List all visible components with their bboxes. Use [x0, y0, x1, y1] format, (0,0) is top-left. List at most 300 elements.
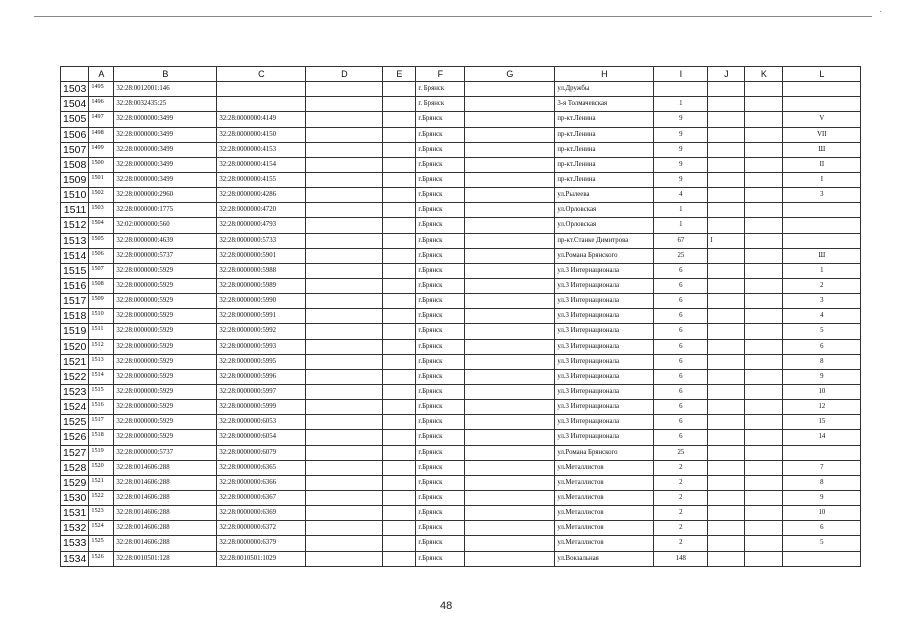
cell-e[interactable]	[383, 369, 416, 384]
cell-h[interactable]: ул.3 Интернационала	[555, 354, 654, 369]
cell-h[interactable]: ул.3 Интернационала	[555, 263, 654, 278]
row-number[interactable]: 1506	[61, 127, 89, 142]
cell-k[interactable]	[745, 460, 783, 475]
cell-a[interactable]: 1514	[89, 369, 114, 384]
row-number[interactable]: 1524	[61, 400, 89, 415]
cell-d[interactable]	[306, 127, 383, 142]
cell-a[interactable]: 1513	[89, 354, 114, 369]
cell-e[interactable]	[383, 294, 416, 309]
cell-j[interactable]	[708, 309, 745, 324]
cell-b[interactable]: 32:28:0014606:288	[114, 460, 217, 475]
cell-h[interactable]: ул.3 Интернационала	[555, 339, 654, 354]
cell-i[interactable]: 9	[654, 127, 708, 142]
cell-a[interactable]: 1522	[89, 490, 114, 505]
cell-a[interactable]: 1503	[89, 203, 114, 218]
cell-k[interactable]	[745, 339, 783, 354]
cell-i[interactable]: 148	[654, 551, 708, 566]
cell-g[interactable]	[465, 445, 555, 460]
cell-e[interactable]	[383, 339, 416, 354]
cell-l[interactable]: 15	[783, 415, 861, 430]
cell-f[interactable]: г.Брянск	[416, 551, 465, 566]
cell-b[interactable]: 32:28:0000000:5929	[114, 309, 217, 324]
cell-e[interactable]	[383, 490, 416, 505]
cell-l[interactable]: 5	[783, 536, 861, 551]
cell-i[interactable]: 6	[654, 309, 708, 324]
cell-a[interactable]: 1499	[89, 142, 114, 157]
cell-g[interactable]	[465, 309, 555, 324]
cell-f[interactable]: г.Брянск	[416, 506, 465, 521]
cell-b[interactable]: 32:28:0000000:5929	[114, 369, 217, 384]
cell-k[interactable]	[745, 188, 783, 203]
cell-b[interactable]: 32:28:0000000:5737	[114, 248, 217, 263]
cell-c[interactable]: 32:28:0000000:6367	[217, 490, 306, 505]
cell-i[interactable]: 6	[654, 415, 708, 430]
cell-f[interactable]: г.Брянск	[416, 324, 465, 339]
cell-j[interactable]	[708, 263, 745, 278]
cell-k[interactable]	[745, 127, 783, 142]
cell-c[interactable]: 32:28:0000000:6372	[217, 521, 306, 536]
row-number[interactable]: 1504	[61, 97, 89, 112]
cell-g[interactable]	[465, 400, 555, 415]
cell-h[interactable]: ул.Рылеева	[555, 188, 654, 203]
cell-b[interactable]: 32:28:0000000:5929	[114, 415, 217, 430]
cell-e[interactable]	[383, 521, 416, 536]
cell-c[interactable]: 32:28:0000000:5990	[217, 294, 306, 309]
column-header-c[interactable]: C	[217, 67, 306, 82]
row-number[interactable]: 1507	[61, 142, 89, 157]
cell-l[interactable]: 10	[783, 384, 861, 399]
cell-g[interactable]	[465, 248, 555, 263]
cell-f[interactable]: г. Брянск	[416, 97, 465, 112]
cell-i[interactable]: 1	[654, 218, 708, 233]
cell-d[interactable]	[306, 309, 383, 324]
cell-i[interactable]: 67	[654, 233, 708, 248]
cell-j[interactable]	[708, 445, 745, 460]
cell-h[interactable]: пр-кт.Ленина	[555, 127, 654, 142]
cell-b[interactable]: 32:28:0000000:5929	[114, 354, 217, 369]
cell-l[interactable]	[783, 82, 861, 97]
row-number[interactable]: 1527	[61, 445, 89, 460]
cell-g[interactable]	[465, 506, 555, 521]
cell-i[interactable]: 4	[654, 188, 708, 203]
cell-b[interactable]: 32:28:0012001:146	[114, 82, 217, 97]
cell-d[interactable]	[306, 82, 383, 97]
cell-h[interactable]: ул.3 Интернационала	[555, 324, 654, 339]
row-number[interactable]: 1509	[61, 172, 89, 187]
cell-g[interactable]	[465, 112, 555, 127]
cell-j[interactable]	[708, 460, 745, 475]
row-number[interactable]: 1532	[61, 521, 89, 536]
row-number[interactable]: 1526	[61, 430, 89, 445]
cell-e[interactable]	[383, 188, 416, 203]
cell-a[interactable]: 1520	[89, 460, 114, 475]
cell-c[interactable]	[217, 97, 306, 112]
row-number[interactable]: 1508	[61, 157, 89, 172]
cell-i[interactable]: 6	[654, 324, 708, 339]
cell-c[interactable]: 32:28:0000000:5988	[217, 263, 306, 278]
row-number[interactable]: 1523	[61, 384, 89, 399]
cell-l[interactable]	[783, 233, 861, 248]
cell-c[interactable]: 32:28:0000000:4793	[217, 218, 306, 233]
cell-e[interactable]	[383, 415, 416, 430]
cell-h[interactable]: ул.3 Интернационала	[555, 415, 654, 430]
cell-a[interactable]: 1511	[89, 324, 114, 339]
cell-c[interactable]: 32:28:0000000:5997	[217, 384, 306, 399]
cell-e[interactable]	[383, 97, 416, 112]
cell-a[interactable]: 1507	[89, 263, 114, 278]
cell-i[interactable]: 6	[654, 384, 708, 399]
cell-g[interactable]	[465, 354, 555, 369]
cell-e[interactable]	[383, 430, 416, 445]
column-header-e[interactable]: E	[383, 67, 416, 82]
cell-k[interactable]	[745, 278, 783, 293]
cell-e[interactable]	[383, 536, 416, 551]
row-number[interactable]: 1518	[61, 309, 89, 324]
cell-i[interactable]: 6	[654, 430, 708, 445]
cell-j[interactable]	[708, 384, 745, 399]
cell-e[interactable]	[383, 309, 416, 324]
cell-d[interactable]	[306, 551, 383, 566]
cell-j[interactable]	[708, 112, 745, 127]
cell-c[interactable]: 32:28:0010501:1029	[217, 551, 306, 566]
cell-j[interactable]: I	[708, 233, 745, 248]
column-header-h[interactable]: H	[555, 67, 654, 82]
cell-d[interactable]	[306, 263, 383, 278]
cell-l[interactable]: 6	[783, 339, 861, 354]
cell-l[interactable]	[783, 203, 861, 218]
cell-c[interactable]: 32:28:0000000:5989	[217, 278, 306, 293]
cell-l[interactable]: 2	[783, 278, 861, 293]
row-number[interactable]: 1530	[61, 490, 89, 505]
cell-i[interactable]: 2	[654, 521, 708, 536]
cell-d[interactable]	[306, 369, 383, 384]
cell-d[interactable]	[306, 278, 383, 293]
cell-g[interactable]	[465, 324, 555, 339]
cell-f[interactable]: г.Брянск	[416, 400, 465, 415]
cell-j[interactable]	[708, 354, 745, 369]
column-header-b[interactable]: B	[114, 67, 217, 82]
cell-d[interactable]	[306, 415, 383, 430]
cell-k[interactable]	[745, 309, 783, 324]
row-number[interactable]: 1529	[61, 475, 89, 490]
row-number[interactable]: 1519	[61, 324, 89, 339]
cell-i[interactable]: 6	[654, 294, 708, 309]
cell-c[interactable]: 32:28:0000000:4150	[217, 127, 306, 142]
row-number[interactable]: 1515	[61, 263, 89, 278]
cell-j[interactable]	[708, 521, 745, 536]
cell-e[interactable]	[383, 263, 416, 278]
cell-a[interactable]: 1518	[89, 430, 114, 445]
cell-l[interactable]: Ш	[783, 142, 861, 157]
column-header-l[interactable]: L	[783, 67, 861, 82]
cell-a[interactable]: 1501	[89, 172, 114, 187]
row-number[interactable]: 1511	[61, 203, 89, 218]
cell-g[interactable]	[465, 369, 555, 384]
cell-f[interactable]: г.Брянск	[416, 415, 465, 430]
row-number[interactable]: 1522	[61, 369, 89, 384]
row-number[interactable]: 1505	[61, 112, 89, 127]
cell-b[interactable]: 32:28:0000000:5929	[114, 324, 217, 339]
cell-a[interactable]: 1525	[89, 536, 114, 551]
cell-i[interactable]: 6	[654, 339, 708, 354]
cell-j[interactable]	[708, 248, 745, 263]
cell-c[interactable]: 32:28:0000000:6079	[217, 445, 306, 460]
cell-b[interactable]: 32:28:0000000:3499	[114, 157, 217, 172]
cell-h[interactable]: пр-кт.Станке Димитрова	[555, 233, 654, 248]
cell-l[interactable]: 9	[783, 490, 861, 505]
cell-h[interactable]: ул.Орловская	[555, 203, 654, 218]
cell-h[interactable]: пр-кт.Ленина	[555, 142, 654, 157]
cell-i[interactable]: 6	[654, 354, 708, 369]
cell-j[interactable]	[708, 506, 745, 521]
cell-l[interactable]: V	[783, 112, 861, 127]
cell-l[interactable]: 7	[783, 460, 861, 475]
cell-e[interactable]	[383, 384, 416, 399]
cell-d[interactable]	[306, 400, 383, 415]
cell-j[interactable]	[708, 203, 745, 218]
cell-h[interactable]: ул.Металлистов	[555, 506, 654, 521]
cell-l[interactable]	[783, 551, 861, 566]
cell-g[interactable]	[465, 188, 555, 203]
column-header-d[interactable]: D	[306, 67, 383, 82]
cell-j[interactable]	[708, 415, 745, 430]
cell-i[interactable]	[654, 82, 708, 97]
cell-l[interactable]: I	[783, 172, 861, 187]
cell-a[interactable]: 1509	[89, 294, 114, 309]
cell-c[interactable]: 32:28:0000000:5995	[217, 354, 306, 369]
cell-c[interactable]: 32:28:0000000:5992	[217, 324, 306, 339]
cell-f[interactable]: г.Брянск	[416, 309, 465, 324]
cell-a[interactable]: 1506	[89, 248, 114, 263]
cell-f[interactable]: г.Брянск	[416, 218, 465, 233]
cell-b[interactable]: 32:28:0014606:288	[114, 506, 217, 521]
cell-d[interactable]	[306, 475, 383, 490]
row-number[interactable]: 1534	[61, 551, 89, 566]
cell-k[interactable]	[745, 430, 783, 445]
cell-l[interactable]: VII	[783, 127, 861, 142]
cell-l[interactable]: 1	[783, 263, 861, 278]
cell-k[interactable]	[745, 82, 783, 97]
cell-b[interactable]: 32:28:0010501:128	[114, 551, 217, 566]
cell-k[interactable]	[745, 384, 783, 399]
cell-a[interactable]: 1515	[89, 384, 114, 399]
cell-f[interactable]: г.Брянск	[416, 536, 465, 551]
cell-d[interactable]	[306, 112, 383, 127]
cell-i[interactable]: 2	[654, 460, 708, 475]
cell-h[interactable]: ул.Романа Брянского	[555, 248, 654, 263]
cell-e[interactable]	[383, 324, 416, 339]
cell-l[interactable]: 10	[783, 506, 861, 521]
cell-a[interactable]: 1526	[89, 551, 114, 566]
cell-b[interactable]: 32:28:0000000:5929	[114, 339, 217, 354]
cell-e[interactable]	[383, 203, 416, 218]
cell-i[interactable]: 1	[654, 97, 708, 112]
cell-i[interactable]: 6	[654, 369, 708, 384]
cell-b[interactable]: 32:02:0000000:560	[114, 218, 217, 233]
cell-j[interactable]	[708, 82, 745, 97]
cell-h[interactable]: ул.3 Интернационала	[555, 384, 654, 399]
cell-j[interactable]	[708, 278, 745, 293]
cell-c[interactable]: 32:28:0000000:6379	[217, 536, 306, 551]
cell-b[interactable]: 32:28:0014606:288	[114, 536, 217, 551]
cell-j[interactable]	[708, 430, 745, 445]
cell-c[interactable]: 32:28:0000000:6365	[217, 460, 306, 475]
cell-j[interactable]	[708, 339, 745, 354]
cell-f[interactable]: г.Брянск	[416, 248, 465, 263]
cell-d[interactable]	[306, 142, 383, 157]
cell-a[interactable]: 1510	[89, 309, 114, 324]
cell-j[interactable]	[708, 172, 745, 187]
cell-d[interactable]	[306, 460, 383, 475]
cell-j[interactable]	[708, 400, 745, 415]
cell-b[interactable]: 32:28:0032435:25	[114, 97, 217, 112]
cell-g[interactable]	[465, 203, 555, 218]
cell-e[interactable]	[383, 127, 416, 142]
cell-d[interactable]	[306, 233, 383, 248]
cell-e[interactable]	[383, 233, 416, 248]
cell-a[interactable]: 1496	[89, 97, 114, 112]
column-header-f[interactable]: F	[416, 67, 465, 82]
cell-d[interactable]	[306, 384, 383, 399]
cell-e[interactable]	[383, 460, 416, 475]
cell-b[interactable]: 32:28:0000000:5929	[114, 294, 217, 309]
cell-a[interactable]: 1523	[89, 506, 114, 521]
cell-d[interactable]	[306, 203, 383, 218]
cell-k[interactable]	[745, 294, 783, 309]
cell-d[interactable]	[306, 521, 383, 536]
cell-h[interactable]: ул.Металлистов	[555, 521, 654, 536]
cell-d[interactable]	[306, 354, 383, 369]
cell-e[interactable]	[383, 278, 416, 293]
cell-h[interactable]: ул.Металлистов	[555, 460, 654, 475]
cell-h[interactable]: пр-кт.Ленина	[555, 157, 654, 172]
cell-f[interactable]: г. Брянск	[416, 82, 465, 97]
cell-b[interactable]: 32:28:0000000:5737	[114, 445, 217, 460]
cell-l[interactable]: 3	[783, 294, 861, 309]
cell-a[interactable]: 1495	[89, 82, 114, 97]
cell-g[interactable]	[465, 521, 555, 536]
cell-h[interactable]: ул.Металлистов	[555, 536, 654, 551]
cell-i[interactable]: 9	[654, 172, 708, 187]
cell-k[interactable]	[745, 112, 783, 127]
cell-a[interactable]: 1512	[89, 339, 114, 354]
cell-g[interactable]	[465, 142, 555, 157]
cell-d[interactable]	[306, 218, 383, 233]
cell-i[interactable]: 6	[654, 400, 708, 415]
cell-k[interactable]	[745, 475, 783, 490]
cell-i[interactable]: 1	[654, 203, 708, 218]
cell-g[interactable]	[465, 460, 555, 475]
cell-l[interactable]: 9	[783, 369, 861, 384]
cell-c[interactable]: 32:28:0000000:5993	[217, 339, 306, 354]
cell-k[interactable]	[745, 157, 783, 172]
cell-g[interactable]	[465, 263, 555, 278]
cell-c[interactable]: 32:28:0000000:5996	[217, 369, 306, 384]
cell-i[interactable]: 2	[654, 506, 708, 521]
cell-f[interactable]: г.Брянск	[416, 203, 465, 218]
row-number[interactable]: 1521	[61, 354, 89, 369]
cell-f[interactable]: г.Брянск	[416, 233, 465, 248]
cell-g[interactable]	[465, 278, 555, 293]
cell-b[interactable]: 32:28:0014606:288	[114, 521, 217, 536]
row-number[interactable]: 1514	[61, 248, 89, 263]
row-number[interactable]: 1513	[61, 233, 89, 248]
cell-j[interactable]	[708, 324, 745, 339]
cell-b[interactable]: 32:28:0014606:288	[114, 475, 217, 490]
cell-g[interactable]	[465, 82, 555, 97]
cell-l[interactable]	[783, 445, 861, 460]
cell-i[interactable]: 2	[654, 475, 708, 490]
cell-k[interactable]	[745, 445, 783, 460]
cell-c[interactable]: 32:28:0000000:4154	[217, 157, 306, 172]
cell-g[interactable]	[465, 551, 555, 566]
cell-d[interactable]	[306, 339, 383, 354]
cell-d[interactable]	[306, 445, 383, 460]
cell-j[interactable]	[708, 127, 745, 142]
row-number[interactable]: 1512	[61, 218, 89, 233]
cell-a[interactable]: 1497	[89, 112, 114, 127]
row-number[interactable]: 1516	[61, 278, 89, 293]
cell-h[interactable]: пр-кт.Ленина	[555, 172, 654, 187]
cell-f[interactable]: г.Брянск	[416, 490, 465, 505]
cell-f[interactable]: г.Брянск	[416, 157, 465, 172]
cell-l[interactable]: 3	[783, 188, 861, 203]
cell-l[interactable]: Ш	[783, 248, 861, 263]
cell-f[interactable]: г.Брянск	[416, 475, 465, 490]
cell-d[interactable]	[306, 97, 383, 112]
cell-a[interactable]: 1502	[89, 188, 114, 203]
cell-g[interactable]	[465, 218, 555, 233]
row-number[interactable]: 1528	[61, 460, 89, 475]
cell-g[interactable]	[465, 490, 555, 505]
cell-l[interactable]: 14	[783, 430, 861, 445]
cell-d[interactable]	[306, 506, 383, 521]
cell-l[interactable]	[783, 97, 861, 112]
cell-d[interactable]	[306, 430, 383, 445]
cell-i[interactable]: 25	[654, 445, 708, 460]
cell-j[interactable]	[708, 536, 745, 551]
cell-g[interactable]	[465, 127, 555, 142]
cell-k[interactable]	[745, 218, 783, 233]
cell-i[interactable]: 9	[654, 157, 708, 172]
cell-b[interactable]: 32:28:0000000:3499	[114, 172, 217, 187]
cell-b[interactable]: 32:28:0000000:3499	[114, 127, 217, 142]
cell-b[interactable]: 32:28:0014606:288	[114, 490, 217, 505]
cell-e[interactable]	[383, 354, 416, 369]
cell-e[interactable]	[383, 157, 416, 172]
cell-a[interactable]: 1519	[89, 445, 114, 460]
cell-b[interactable]: 32:28:0000000:5929	[114, 278, 217, 293]
cell-k[interactable]	[745, 536, 783, 551]
cell-f[interactable]: г.Брянск	[416, 384, 465, 399]
cell-b[interactable]: 32:28:0000000:3499	[114, 112, 217, 127]
cell-j[interactable]	[708, 475, 745, 490]
cell-j[interactable]	[708, 218, 745, 233]
cell-e[interactable]	[383, 248, 416, 263]
cell-j[interactable]	[708, 369, 745, 384]
cell-b[interactable]: 32:28:0000000:5929	[114, 400, 217, 415]
cell-c[interactable]: 32:28:0000000:4720	[217, 203, 306, 218]
cell-h[interactable]: 3-я Толмачевская	[555, 97, 654, 112]
cell-g[interactable]	[465, 233, 555, 248]
cell-f[interactable]: г.Брянск	[416, 172, 465, 187]
cell-k[interactable]	[745, 521, 783, 536]
row-number[interactable]: 1531	[61, 506, 89, 521]
cell-b[interactable]: 32:28:0000000:2960	[114, 188, 217, 203]
cell-l[interactable]: 4	[783, 309, 861, 324]
cell-b[interactable]: 32:28:0000000:3499	[114, 142, 217, 157]
cell-d[interactable]	[306, 157, 383, 172]
